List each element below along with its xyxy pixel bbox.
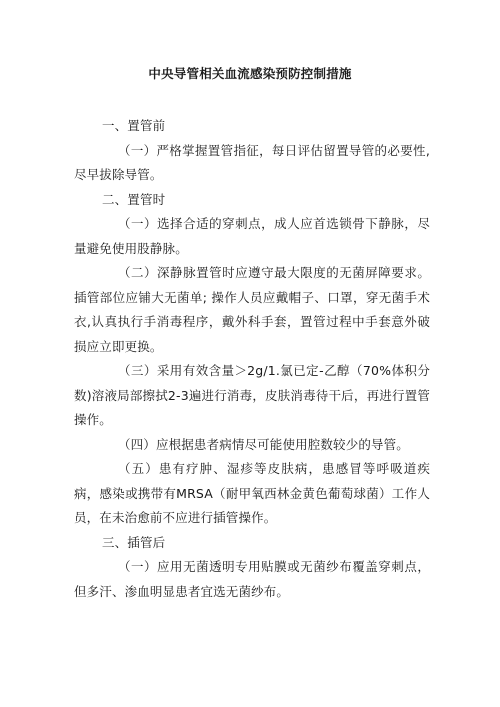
section-heading: 二、置管时 <box>102 191 166 207</box>
section-during-catheterization <box>74 188 430 531</box>
paragraph: （一）选择合适的穿刺点，成人应首选锁骨下静脉，尽量避免使用股静脉。 <box>74 216 430 256</box>
section-post-catheterization <box>74 531 430 605</box>
section-heading: 三、插管后 <box>102 534 166 550</box>
paragraph: （五）患有疗肿、湿疹等皮肤病，患感冒等呼吸道疾病，感染或携带有MRSA（耐甲氧西林金黄色葡萄球菌）工作人员，在未治愈前不应进行插管操作。 <box>74 461 430 525</box>
paragraph: （四）应根据患者病情尽可能使用腔数较少的导管。 <box>118 436 409 452</box>
section-heading: 一、置管前 <box>102 118 166 133</box>
paragraph: （二）深静脉置管时应遵守最大限度的无菌屏障要求。插管部位应铺大无菌单; 操作人员应戴帽子、口罩，穿无菌手术衣,认真执行手消毒程序，戴外科手套，置管过程中手套意外破损应立即更换。 <box>74 265 430 354</box>
paragraph: （一）严格掌握置管指征，每日评估留置导管的必要性,尽早拔除导管。 <box>74 142 430 182</box>
section-pre-catheterization <box>74 114 430 188</box>
paragraph: （三）采用有效含量＞2g/1.氯已定-乙醇（70%体积分数)溶液局部擦拭2-3遍进行消毒，皮肤消毒待干后，再进行置管操作。 <box>74 363 430 427</box>
document-body <box>74 114 430 604</box>
document-title: 中央导管相关血流感染预防控制措施 <box>148 66 352 81</box>
paragraph: （一）应用无菌透明专用贴膜或无菌纱布覆盖穿刺点，但多汗、渗血明显患者宜选无菌纱布。 <box>74 559 430 599</box>
